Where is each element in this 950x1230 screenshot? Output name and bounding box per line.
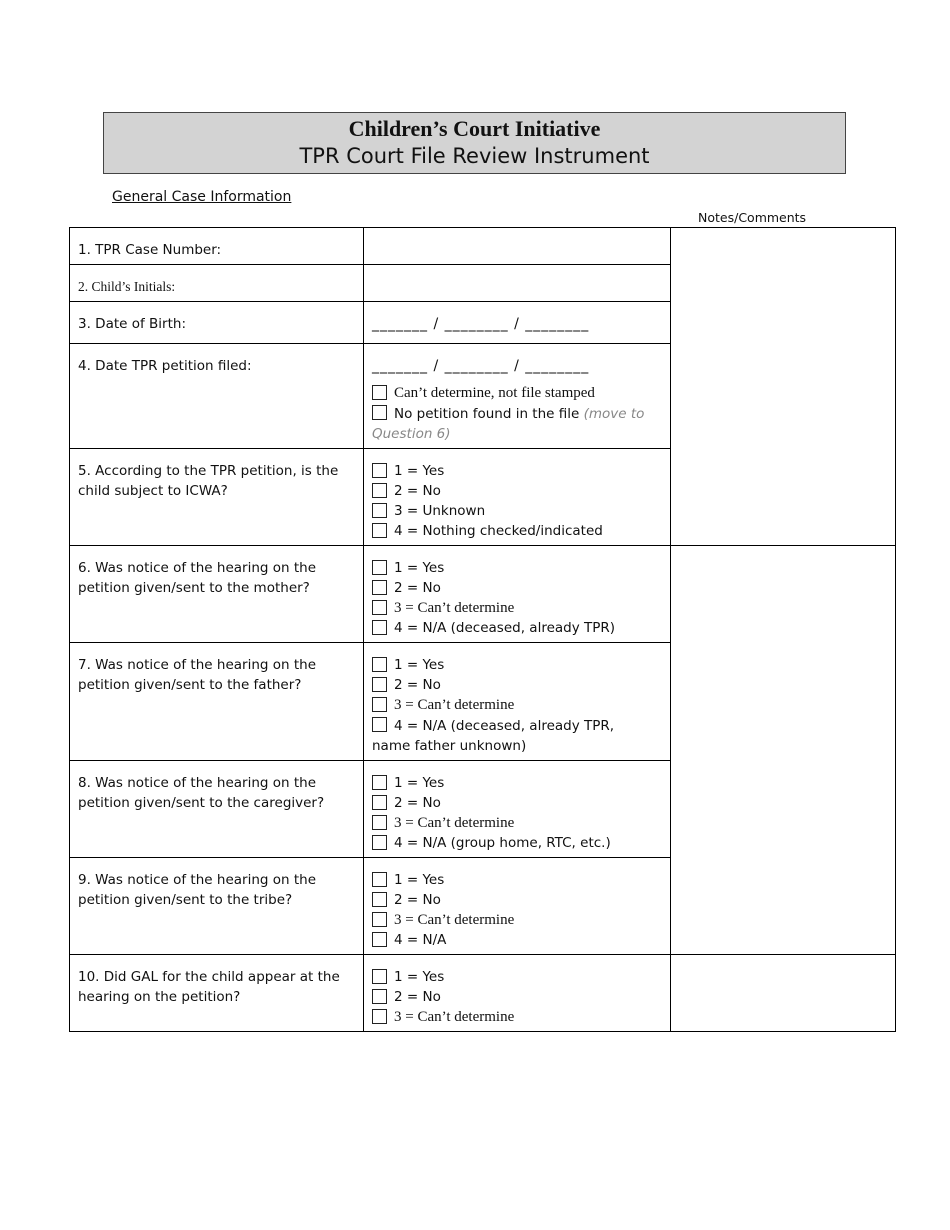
option-3[interactable] (372, 695, 662, 715)
case-number-input[interactable] (364, 228, 671, 265)
header-box (103, 112, 846, 174)
option-label: 1 = Yes (394, 463, 445, 479)
option-label: 2 = No (394, 677, 441, 693)
checkbox[interactable] (372, 697, 387, 712)
question-3-label (70, 302, 364, 344)
option-1[interactable] (372, 558, 662, 578)
answer-6 (364, 546, 671, 643)
option-label: Can’t determine, not file stamped (394, 385, 595, 401)
option-2[interactable] (372, 578, 662, 598)
checkbox[interactable] (372, 1009, 387, 1024)
option-1[interactable] (372, 773, 662, 793)
question-label: 10. Did GAL for the child appear at the hearing on the petition? (78, 969, 340, 1005)
option-cant-determine[interactable] (372, 383, 662, 403)
option-4[interactable] (372, 618, 662, 638)
checkbox[interactable] (372, 405, 387, 420)
option-3[interactable] (372, 1007, 662, 1027)
question-2-label (70, 265, 364, 302)
checkbox[interactable] (372, 385, 387, 400)
option-4[interactable] (372, 715, 662, 756)
checkbox[interactable] (372, 815, 387, 830)
question-label: 7. Was notice of the hearing on the petition given/sent to the father? (78, 657, 316, 693)
answer-10 (364, 955, 671, 1032)
option-4[interactable] (372, 521, 662, 541)
option-label: 4 = N/A (deceased, already TPR) (394, 620, 616, 636)
option-2[interactable] (372, 890, 662, 910)
question-6-label (70, 546, 364, 643)
option-2[interactable] (372, 481, 662, 501)
checkbox[interactable] (372, 523, 387, 538)
option-label: 4 = N/A (deceased, already TPR, (394, 718, 615, 734)
question-10-label (70, 955, 364, 1032)
question-8-label (70, 761, 364, 858)
question-5-label (70, 449, 364, 546)
option-label: 3 = Unknown (394, 503, 486, 519)
checkbox[interactable] (372, 989, 387, 1004)
answer-8 (364, 761, 671, 858)
checkbox[interactable] (372, 677, 387, 692)
question-label: 2. Child’s Initials: (78, 279, 176, 294)
table-row (70, 228, 896, 265)
checkbox[interactable] (372, 717, 387, 732)
checkbox[interactable] (372, 463, 387, 478)
option-label: No petition found in the file (394, 406, 580, 422)
question-1-label (70, 228, 364, 265)
checkbox[interactable] (372, 560, 387, 575)
option-2[interactable] (372, 675, 662, 695)
question-9-label (70, 858, 364, 955)
table-row (70, 546, 896, 643)
option-3[interactable] (372, 910, 662, 930)
option-1[interactable] (372, 461, 662, 481)
section-heading: General Case Information (112, 189, 292, 205)
notes-heading: Notes/Comments (698, 210, 807, 225)
answer-5 (364, 449, 671, 546)
question-label: 3. Date of Birth: (78, 316, 186, 332)
option-label: 1 = Yes (394, 657, 445, 673)
option-no-petition[interactable] (372, 403, 662, 444)
notes-cell-1[interactable] (671, 228, 896, 546)
checkbox[interactable] (372, 969, 387, 984)
answer-4 (364, 344, 671, 449)
checkbox[interactable] (372, 835, 387, 850)
option-3[interactable] (372, 501, 662, 521)
option-label-continued: name father unknown) (372, 738, 527, 754)
option-label: 1 = Yes (394, 872, 445, 888)
option-label: 2 = No (394, 483, 441, 499)
checkbox[interactable] (372, 912, 387, 927)
option-label: 1 = Yes (394, 775, 445, 791)
notes-cell-2[interactable] (671, 546, 896, 955)
case-information-table (69, 227, 896, 1032)
option-label: 2 = No (394, 580, 441, 596)
option-label: 3 = Can’t determine (394, 912, 515, 928)
option-label: 1 = Yes (394, 969, 445, 985)
checkbox[interactable] (372, 620, 387, 635)
option-label: 3 = Can’t determine (394, 1009, 515, 1025)
child-initials-input[interactable] (364, 265, 671, 302)
option-hint: (move to Question 6) (372, 406, 645, 442)
option-3[interactable] (372, 813, 662, 833)
option-1[interactable] (372, 655, 662, 675)
option-2[interactable] (372, 987, 662, 1007)
answer-7 (364, 643, 671, 761)
question-label: 1. TPR Case Number: (78, 242, 222, 258)
option-label: 2 = No (394, 892, 441, 908)
date-blanks[interactable]: _______ / ________ / ________ (372, 358, 590, 374)
option-label: 2 = No (394, 989, 441, 1005)
date-of-birth-field[interactable] (364, 302, 671, 344)
option-label: 3 = Can’t determine (394, 697, 515, 713)
option-label: 3 = Can’t determine (394, 815, 515, 831)
question-label: 9. Was notice of the hearing on the petition given/sent to the tribe? (78, 872, 316, 908)
table-row (70, 955, 896, 1032)
option-2[interactable] (372, 793, 662, 813)
option-label: 4 = Nothing checked/indicated (394, 523, 603, 539)
option-1[interactable] (372, 870, 662, 890)
document-subtitle: TPR Court File Review Instrument (299, 144, 650, 168)
option-label: 1 = Yes (394, 560, 445, 576)
checkbox[interactable] (372, 932, 387, 947)
question-4-label (70, 344, 364, 449)
checkbox[interactable] (372, 483, 387, 498)
option-4[interactable] (372, 930, 662, 950)
question-label: 5. According to the TPR petition, is the child subject to ICWA? (78, 463, 339, 499)
option-label: 4 = N/A (group home, RTC, etc.) (394, 835, 611, 851)
question-label: 4. Date TPR petition filed: (78, 358, 252, 374)
date-blanks[interactable]: _______ / ________ / ________ (372, 316, 590, 332)
option-label: 4 = N/A (394, 932, 447, 948)
checkbox[interactable] (372, 600, 387, 615)
option-3[interactable] (372, 598, 662, 618)
checkbox[interactable] (372, 657, 387, 672)
question-label: 6. Was notice of the hearing on the petition given/sent to the mother? (78, 560, 316, 596)
checkbox[interactable] (372, 795, 387, 810)
question-label: 8. Was notice of the hearing on the petition given/sent to the caregiver? (78, 775, 325, 811)
notes-cell-3[interactable] (671, 955, 896, 1032)
option-label: 3 = Can’t determine (394, 600, 515, 616)
checkbox[interactable] (372, 580, 387, 595)
checkbox[interactable] (372, 775, 387, 790)
document-title: Children’s Court Initiative (348, 116, 601, 141)
checkbox[interactable] (372, 872, 387, 887)
checkbox[interactable] (372, 503, 387, 518)
checkbox[interactable] (372, 892, 387, 907)
option-4[interactable] (372, 833, 662, 853)
answer-9 (364, 858, 671, 955)
question-7-label (70, 643, 364, 761)
option-label: 2 = No (394, 795, 441, 811)
option-1[interactable] (372, 967, 662, 987)
